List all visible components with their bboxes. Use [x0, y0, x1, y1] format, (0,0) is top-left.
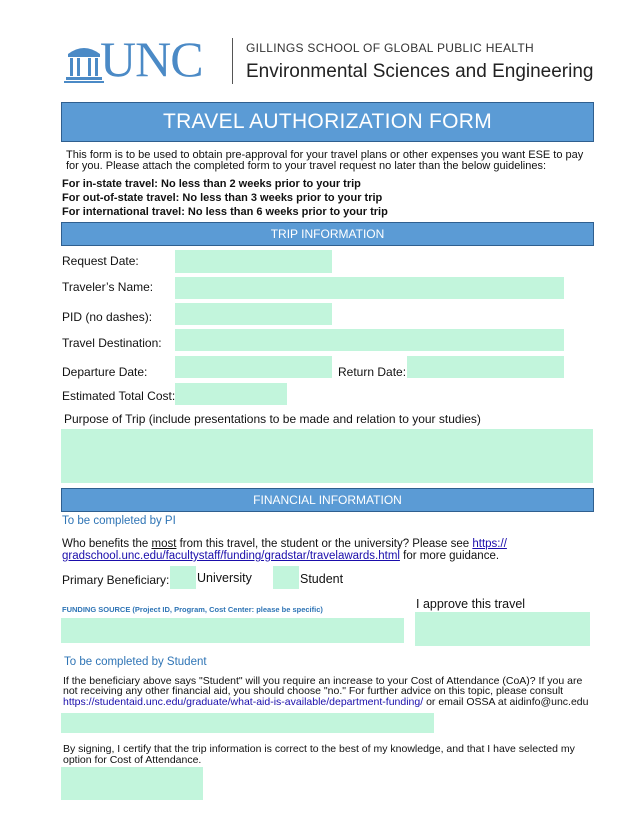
pi-subheading: To be completed by PI — [62, 515, 176, 527]
purpose-field[interactable] — [61, 429, 593, 483]
university-checkbox[interactable] — [170, 566, 196, 589]
school-name: GILLINGS SCHOOL OF GLOBAL PUBLIC HEALTH — [246, 41, 534, 55]
coa-email-text: or email OSSA at aidinfo@unc.edu — [423, 696, 589, 708]
guideline-in-state: For in-state travel: No less than 2 weeks prior to your trip — [62, 178, 361, 190]
primary-beneficiary-label: Primary Beneficiary: — [62, 573, 170, 587]
guideline-out-of-state: For out-of-state travel: No less than 3 weeks prior to your trip — [62, 192, 383, 204]
trip-info-header — [61, 222, 594, 246]
destination-field[interactable] — [175, 329, 564, 351]
intro-line-1: This form is to be used to obtain pre-approval for your travel plans or other expenses you want ESE to pay — [66, 149, 584, 161]
return-date-label: Return Date: — [338, 365, 407, 379]
trip-info-heading: TRIP INFORMATION — [270, 227, 385, 241]
funding-source-field[interactable] — [61, 618, 404, 643]
intro-line-2: for you. Please attach the completed form to your travel request no later than the below guidelines: — [66, 160, 546, 172]
travelers-name-label: Traveler’s Name: — [62, 280, 154, 294]
destination-label: Travel Destination: — [62, 336, 162, 350]
studentaid-link[interactable]: https://studentaid.unc.edu/graduate/what-aid-is-available/department-funding/ — [63, 696, 424, 708]
gradschool-link-part-1[interactable]: https:// — [472, 538, 507, 550]
return-date-field[interactable] — [407, 356, 564, 378]
student-signature-field[interactable] — [61, 767, 203, 800]
form-title: TRAVEL AUTHORIZATION FORM — [162, 110, 493, 133]
department-name: Environmental Sciences and Engineering — [246, 61, 594, 82]
certify-line-1: By signing, I certify that the trip information is correct to the best of my knowledge, and that I have selected my — [63, 743, 575, 755]
gradschool-link-part-2[interactable]: gradschool.unc.edu/facultystaff/funding/gradstar/travelawards.html — [62, 550, 400, 562]
coa-line-1: If the beneficiary above says "Student" will you require an increase to your Cost of Attendance (CoA)? If you are — [63, 675, 583, 687]
estimated-cost-label: Estimated Total Cost: — [62, 389, 176, 403]
guideline-international: For international travel: No less than 6 weeks prior to your trip — [62, 206, 388, 218]
for-more-guidance: for more guidance. — [399, 550, 500, 562]
certify-line-2: option for Cost of Attendance. — [63, 754, 202, 766]
who-benefits-line-1 — [62, 538, 507, 550]
request-date-field[interactable] — [175, 250, 332, 273]
university-option-label: University — [197, 571, 252, 585]
pid-field[interactable] — [175, 303, 332, 325]
who-benefits-post: from this travel, the student or the university? Please see — [176, 538, 473, 550]
logo-text: UNC — [100, 31, 203, 87]
unc-logo — [64, 31, 224, 87]
estimated-cost-field[interactable] — [175, 383, 287, 405]
coa-line-2: not receiving any other financial aid, you should choose "no." For further advice on this topic, please consult — [63, 685, 564, 697]
coa-line-3 — [63, 696, 589, 708]
financial-info-header — [61, 488, 594, 512]
old-well-icon — [64, 40, 104, 84]
student-checkbox[interactable] — [273, 566, 299, 589]
financial-info-heading: FINANCIAL INFORMATION — [253, 493, 402, 507]
student-subheading: To be completed by Student — [64, 656, 207, 668]
request-date-label: Request Date: — [62, 254, 139, 268]
who-benefits-line-2 — [62, 550, 499, 562]
student-option-label: Student — [300, 572, 344, 586]
title-bar — [61, 102, 594, 142]
pid-label: PID (no dashes): — [62, 310, 153, 324]
travelers-name-field[interactable] — [175, 277, 564, 299]
purpose-label: Purpose of Trip (include presentations to be made and relation to your studies) — [64, 412, 481, 426]
pi-approval-signature-field[interactable] — [415, 612, 590, 646]
who-benefits-most: most — [151, 538, 177, 550]
departure-date-field[interactable] — [175, 356, 332, 378]
funding-source-label: FUNDING SOURCE (Project ID, Program, Cost Center: please be specific) — [62, 605, 323, 614]
who-benefits-pre: Who benefits the — [62, 538, 152, 550]
approve-label: I approve this travel — [416, 597, 526, 611]
coa-answer-field[interactable] — [61, 713, 434, 733]
header-divider — [232, 38, 233, 84]
departure-date-label: Departure Date: — [62, 365, 148, 379]
